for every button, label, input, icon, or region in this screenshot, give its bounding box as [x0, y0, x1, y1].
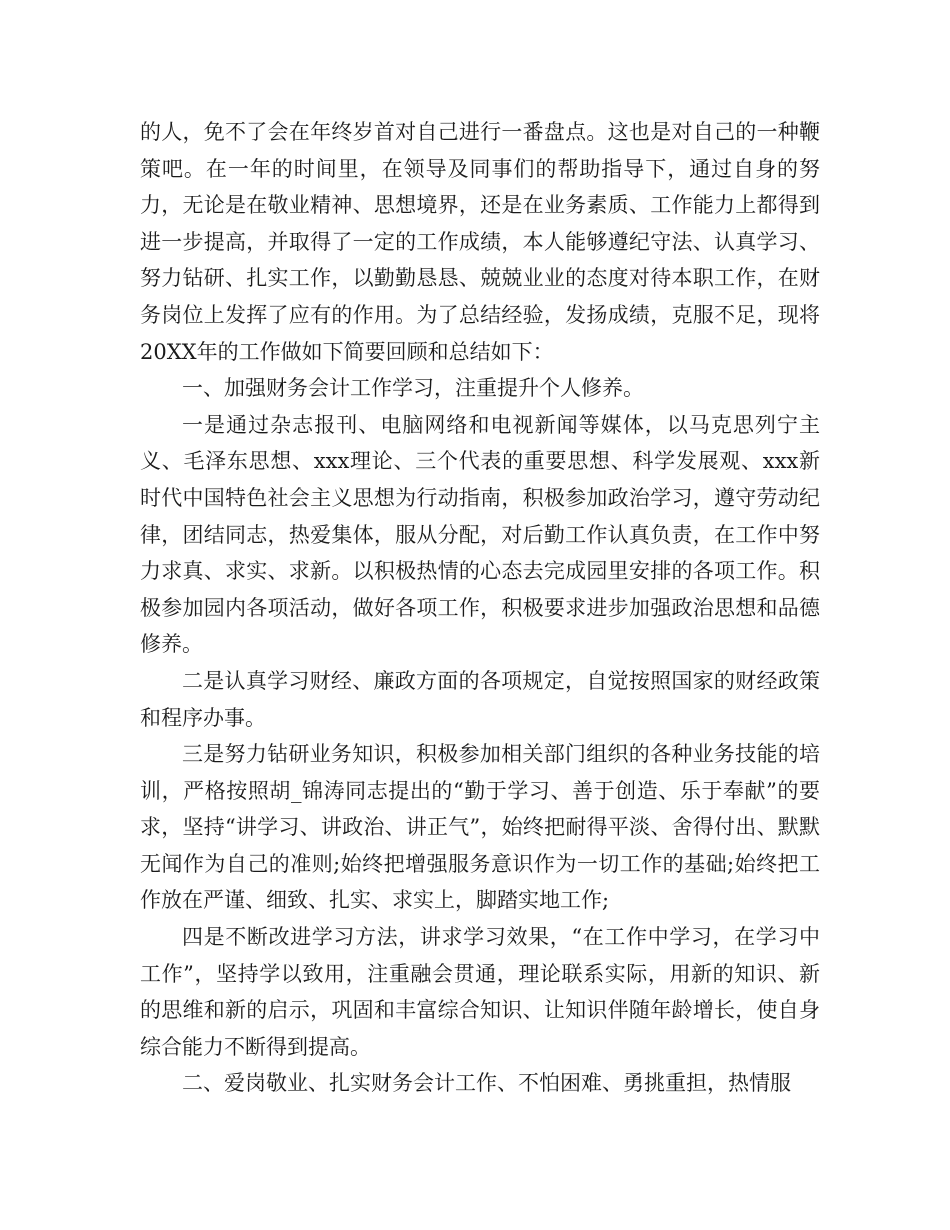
paragraph-point-3: 三是努力钻研业务知识，积极参加相关部门组织的各种业务技能的培训，严格按照胡_锦涛同志提出的“勤于学习、善于创造、乐于奉献”的要求，坚持“讲学习、讲政治、讲正气”，始终把耐得平淡、舍得付出、默默无闻作为自己的准则;始终把增强服务意识作为一切工作的基础;始终把工作放在严谨、细致、扎实、求实上，脚踏实地工作;	[140, 742, 820, 913]
paragraph-intro: 的人，免不了会在年终岁首对自己进行一番盘点。这也是对自己的一种鞭策吧。在一年的时间里，在领导及同事们的帮助指导下，通过自身的努力，无论是在敬业精神、思想境界，还是在业务素质、工作能力上都得到进一步提高，并取得了一定的工作成绩，本人能够遵纪守法、认真学习、努力钻研、扎实工作，以勤勤恳恳、兢兢业业的态度对待本职工作，在财务岗位上发挥了应有的作用。为了总结经验，发扬成绩，克服不足，现将20XX年的工作做如下简要回顾和总结如下：	[140, 120, 820, 364]
paragraph-point-1: 一是通过杂志报刊、电脑网络和电视新闻等媒体，以马克思列宁主义、毛泽东思想、xxx理论、三个代表的重要思想、科学发展观、xxx新时代中国特色社会主义思想为行动指南，积极参加政治学习，遵守劳动纪律，团结同志，热爱集体，服从分配，对后勤工作认真负责，在工作中努力求真、求实、求新。以积极热情的心态去完成园里安排的各项工作。积极参加园内各项活动，做好各项工作，积极要求进步加强政治思想和品德修养。	[140, 412, 820, 657]
paragraph-point-2: 二是认真学习财经、廉政方面的各项规定，自觉按照国家的财经政策和程序办事。	[140, 668, 820, 730]
document-body	[140, 114, 820, 1102]
paragraph-point-4: 四是不断改进学习方法，讲求学习效果，“在工作中学习，在学习中工作”，坚持学以致用，注重融会贯通，理论联系实际，用新的知识、新的思维和新的启示，巩固和丰富综合知识、让知识伴随年龄增长，使自身综合能力不断得到提高。	[140, 925, 820, 1059]
section-heading-1: 一、加强财务会计工作学习，注重提升个人修养。	[182, 376, 644, 401]
section-heading-2: 二、爱岗敬业、扎实财务会计工作、不怕困难、勇挑重担，热情服	[182, 1071, 791, 1096]
